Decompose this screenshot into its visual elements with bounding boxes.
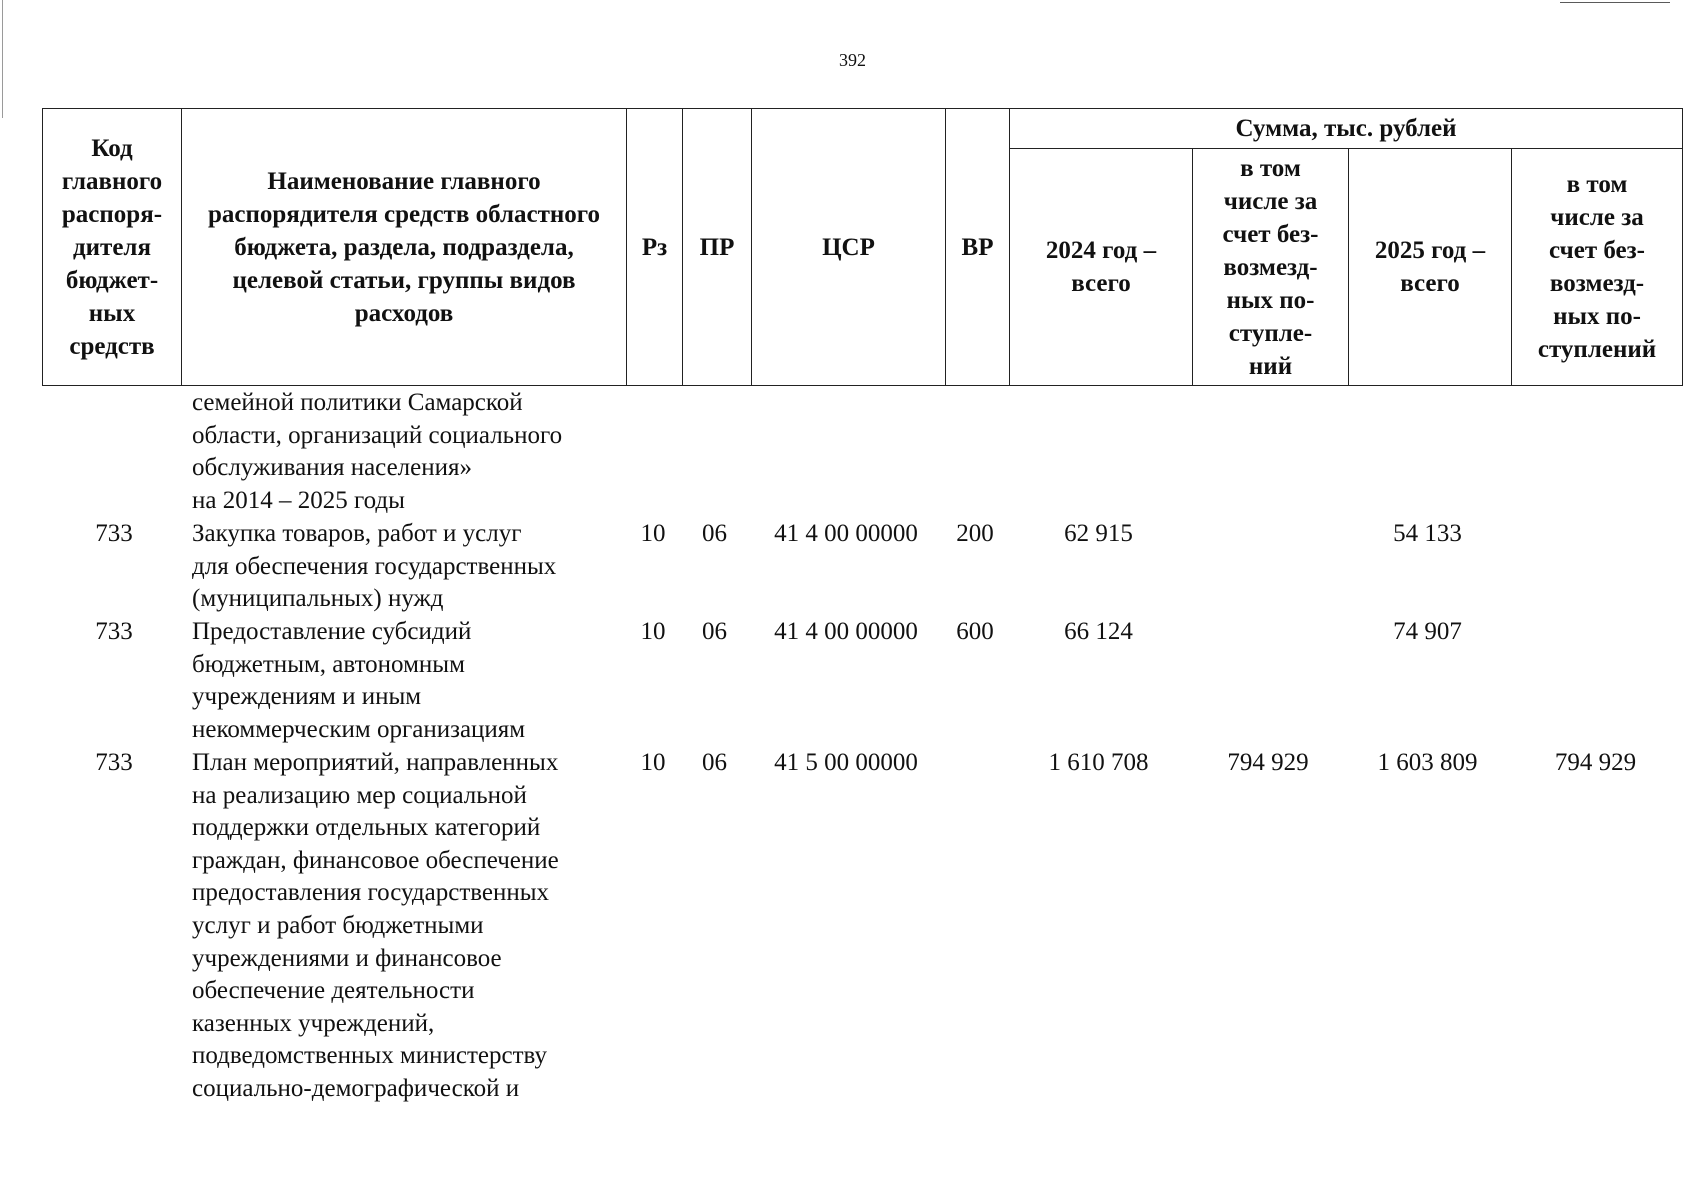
row-name-line: некоммерческим организациям (192, 715, 526, 743)
row-pr: 06 (702, 749, 727, 776)
row-name-line: бюджетным, автономным (192, 650, 465, 678)
row-vr: 600 (956, 618, 994, 645)
header-pr: ПР (683, 109, 752, 386)
row-code: 733 (95, 749, 133, 776)
continuation-text (192, 387, 622, 517)
row-name-line: обеспечение деятельности (192, 977, 475, 1005)
continuation-line: обслуживания населения» (192, 454, 472, 482)
row-csr: 41 4 00 00000 (774, 520, 918, 547)
header-vr: ВР (946, 109, 1010, 386)
row-name (192, 616, 622, 746)
row-csr: 41 5 00 00000 (774, 749, 918, 776)
row-name-line: казенных учреждений, (192, 1009, 435, 1037)
row-2025-total: 1 603 809 (1377, 749, 1478, 776)
header-rz: Рз (627, 109, 683, 386)
row-vr: 200 (956, 520, 994, 547)
header-2025-free: в том числе за счет без-возмезд-ных по-ступлений (1512, 149, 1683, 386)
row-code: 733 (95, 618, 133, 645)
row-pr: 06 (702, 520, 727, 547)
row-pr: 06 (702, 618, 727, 645)
row-name (192, 747, 622, 1106)
header-sum: Сумма, тыс. рублей (1010, 109, 1683, 149)
row-name-line: граждан, финансовое обеспечение (192, 846, 559, 874)
row-rz: 10 (640, 618, 666, 645)
header-2024-free: в том числе за счет без-возмезд-ных по-ступле-ний (1193, 149, 1349, 386)
header-2025-total: 2025 год – всего (1349, 149, 1512, 386)
row-name-line: учреждениям и иным (192, 683, 422, 711)
continuation-line: семейной политики Самарской (192, 389, 523, 416)
header-csr: ЦСР (752, 109, 946, 386)
row-name-line: Предоставление субсидий (192, 618, 472, 645)
row-name-line: подведомственных министерству (192, 1042, 547, 1070)
row-name-line: учреждениями и финансовое (192, 944, 502, 972)
row-name-line: для обеспечения государственных (192, 552, 557, 580)
row-name-line: План мероприятий, направленных (192, 749, 559, 776)
row-2025-total: 74 907 (1393, 618, 1462, 645)
row-name-line: на реализацию мер социальной (192, 781, 527, 809)
row-rz: 10 (640, 749, 666, 776)
row-name (192, 518, 622, 616)
row-name-line: Закупка товаров, работ и услуг (192, 520, 522, 547)
row-2025-total: 54 133 (1393, 520, 1462, 547)
header-2024-total: 2024 год – всего (1010, 149, 1193, 386)
continuation-line: на 2014 – 2025 годы (192, 486, 405, 514)
row-2024-free: 794 929 (1227, 749, 1309, 776)
row-name-line: (муниципальных) нужд (192, 585, 444, 613)
row-name-line: предоставления государственных (192, 879, 550, 907)
row-code: 733 (95, 520, 133, 547)
row-name-line: услуг и работ бюджетными (192, 911, 484, 939)
row-2024-total: 62 915 (1064, 520, 1133, 547)
row-name-line: социально-демографической и (192, 1074, 520, 1102)
row-2025-free: 794 929 (1554, 749, 1637, 776)
continuation-line: области, организаций социального (192, 421, 563, 449)
header-name: Наименование главного распорядителя средств областного бюджета, раздела, подраздела, целевой статьи, группы видов расходов (182, 109, 627, 386)
row-rz: 10 (640, 520, 666, 547)
row-csr: 41 4 00 00000 (774, 618, 918, 645)
page-number: 392 (839, 50, 866, 70)
row-2024-total: 66 124 (1064, 618, 1133, 645)
row-2024-total: 1 610 708 (1048, 749, 1149, 776)
row-name-line: поддержки отдельных категорий (192, 814, 541, 842)
header-code: Код главного распоря-дителя бюджет-ных средств (43, 109, 182, 386)
